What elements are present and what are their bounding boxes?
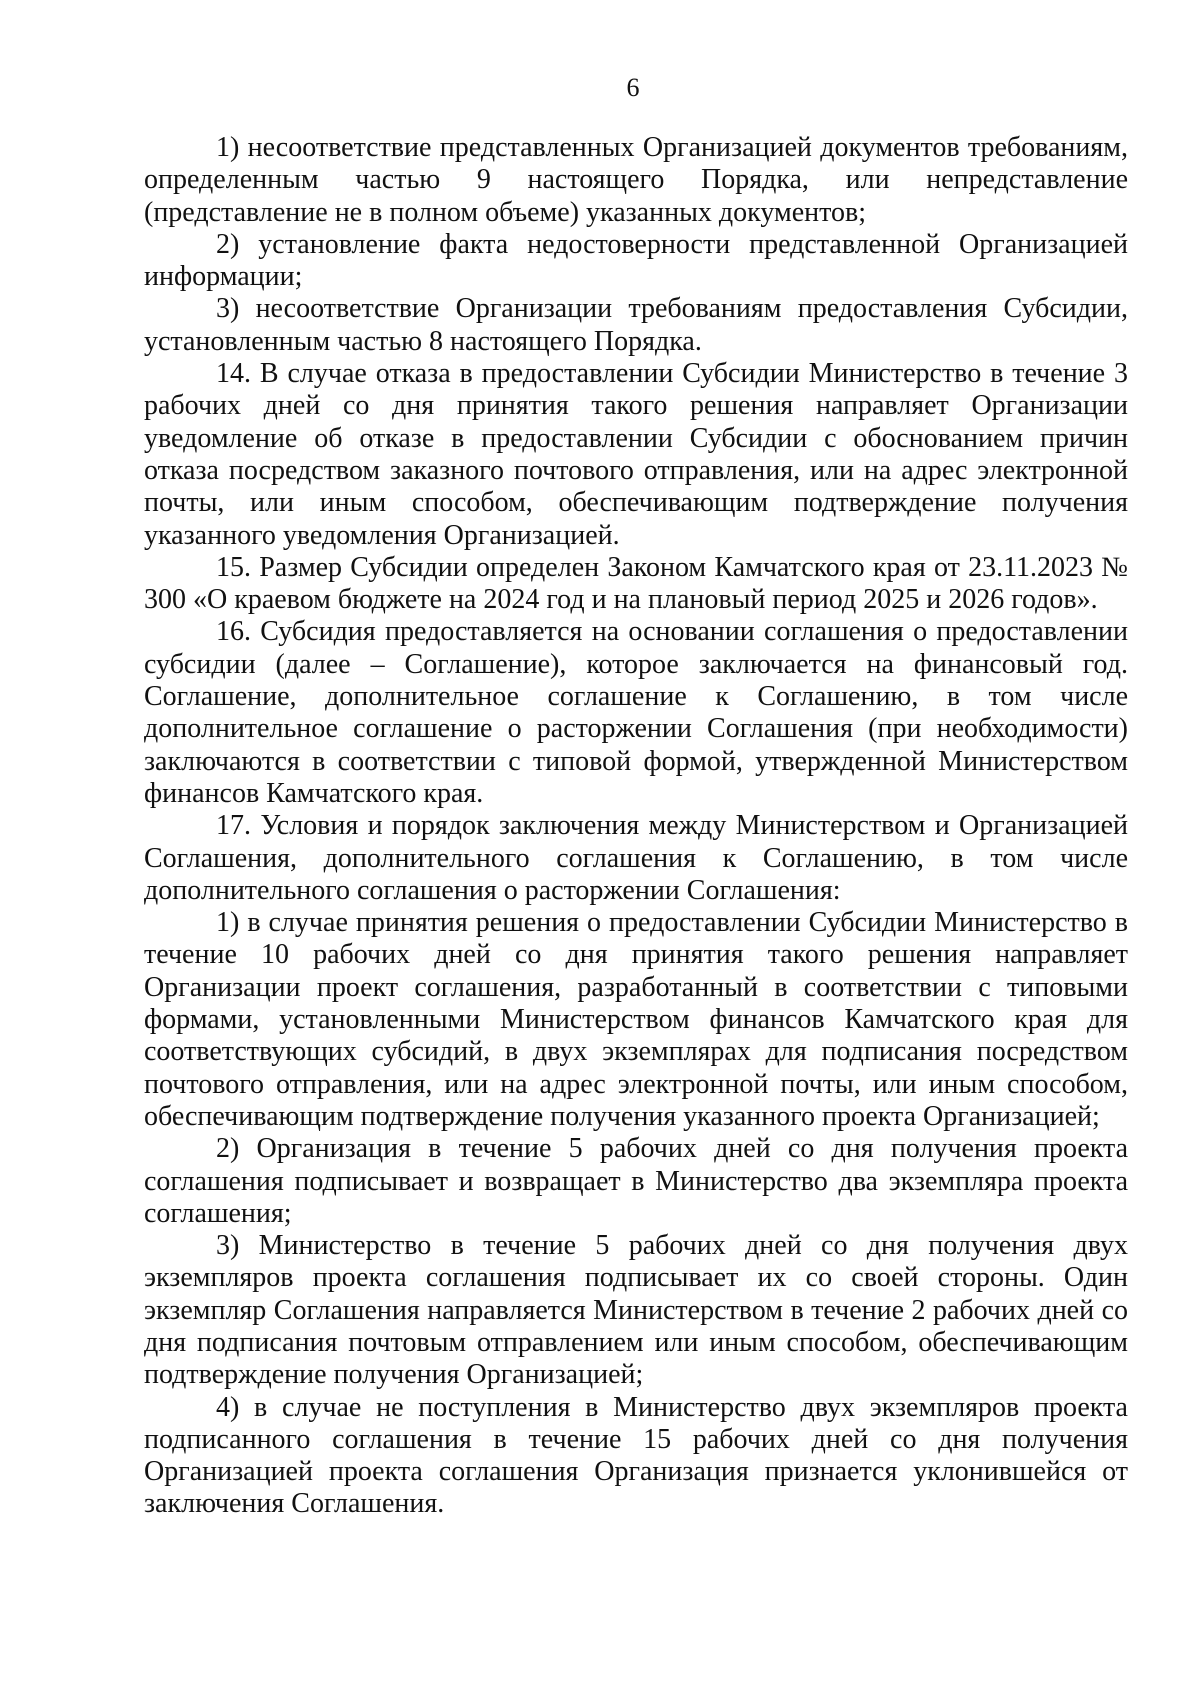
paragraph-item-2-unreliable-information: 2) установление факта недостоверности представленной Организацией информации;: [144, 228, 1128, 293]
document-body: [144, 132, 1128, 1521]
paragraph-16-agreement-basis: 16. Субсидия предоставляется на основании соглашения о предоставлении субсидии (далее – Соглашение), которое заключается на финансовый год. Соглашение, дополнительное соглашение к Соглашению, в том числе дополнительное соглашение о расторжении Соглашения (при необходимости) заключаются в соответствии с типовой формой, утвержденной Министерством финансов Камчатского края.: [144, 616, 1128, 809]
paragraph-17-item-3-ministry-signing: 3) Министерство в течение 5 рабочих дней со дня получения двух экземпляров проекта соглашения подписывает их со своей стороны. Один экземпляр Соглашения направляется Министерством в течение 2 рабочих дней со дня подписания почтовым отправлением или иным способом, обеспечивающим подтверждение получения Организацией;: [144, 1230, 1128, 1391]
paragraph-17-item-2-organization-signing: 2) Организация в течение 5 рабочих дней со дня получения проекта соглашения подписывает и возвращает в Министерство два экземпляра проекта соглашения;: [144, 1133, 1128, 1229]
paragraph-14-refusal-notice: 14. В случае отказа в предоставлении Субсидии Министерство в течение 3 рабочих дней со дня принятия такого решения направляет Организации уведомление об отказе в предоставлении Субсидии с обоснованием причин отказа посредством заказного почтового отправления, или на адрес электронной почты, или иным способом, обеспечивающим подтверждение получения указанного уведомления Организацией.: [144, 358, 1128, 551]
paragraph-17-item-1-draft-sending: 1) в случае принятия решения о предоставлении Субсидии Министерство в течение 10 рабочих дней со дня принятия такого решения направляет Организации проект соглашения, разработанный в соответствии с типовыми формами, установленными Министерством финансов Камчатского края для соответствующих субсидий, в двух экземплярах для подписания посредством почтового отправления, или на адрес электронной почты, или иным способом, обеспечивающим подтверждение получения указанного проекта Организацией;: [144, 907, 1128, 1132]
paragraph-item-1-nonconformity-documents: 1) несоответствие представленных Организацией документов требованиям, определенным частью 9 настоящего Порядка, или непредставление (представление не в полном объеме) указанных документов;: [144, 132, 1128, 228]
paragraph-item-3-nonconformity-requirements: 3) несоответствие Организации требованиям предоставления Субсидии, установленным частью 8 настоящего Порядка.: [144, 293, 1128, 357]
paragraph-17-agreement-conditions: 17. Условия и порядок заключения между Министерством и Организацией Соглашения, дополнительного соглашения к Соглашению, в том числе дополнительного соглашения о расторжении Соглашения:: [144, 810, 1128, 906]
paragraph-17-item-4-evasion: 4) в случае не поступления в Министерство двух экземпляров проекта подписанного соглашения в течение 15 рабочих дней со дня получения Организацией проекта соглашения Организация признается уклонившейся от заключения Соглашения.: [144, 1391, 1128, 1520]
paragraph-15-subsidy-amount: 15. Размер Субсидии определен Законом Камчатского края от 23.11.2023 № 300 «О краевом бюджете на 2024 год и на плановый период 2025 и 2026 годов».: [144, 551, 1128, 616]
page-number: 6: [626, 73, 640, 102]
